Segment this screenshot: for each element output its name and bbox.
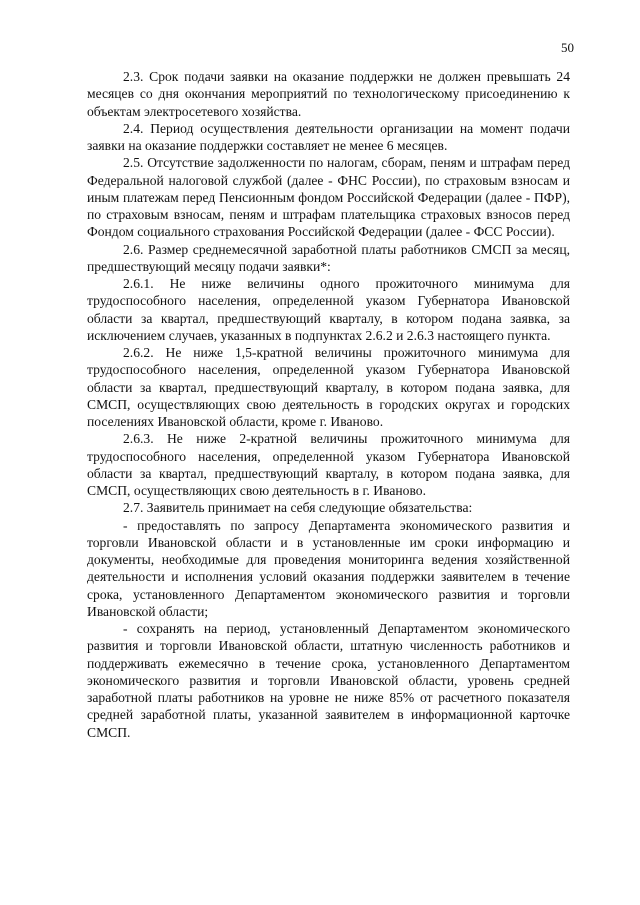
page-number: 50 — [561, 40, 574, 55]
obligation-item-1: - предоставлять по запросу Департамента экономического развития и торговли Ивановской области и в установленные им сроки информацию и документы, необходимые для проведения мониторинга ведения хозяйственной деятельности и исполнения условий оказания поддержки заявителем в течение срока, установленного Департаментом экономического развития и торговли Ивановской области; — [87, 517, 570, 619]
paragraph-2-6: 2.6. Размер среднемесячной заработной платы работников СМСП за месяц, предшествующий месяцу подачи заявки*: — [87, 241, 570, 274]
obligation-item-2: - сохранять на период, установленный Департаментом экономического развития и торговли Ивановской области, штатную численность работников и поддерживать ежемесячно в течение срока, установленного Департаментом экономического развития и торговли Ивановской области, уровень средней заработной платы работников на уровне не ниже 85% от расчетного показателя средней заработной платы, указанной заявителем в информационной карточке СМСП. — [87, 621, 570, 740]
paragraph-2-6-1: 2.6.1. Не ниже величины одного прожиточного минимума для трудоспособного населения, определенной указом Губернатора Ивановской области за квартал, предшествующий кварталу, в котором подана заявка, за исключением случаев, указанных в подпунктах 2.6.2 и 2.6.3 настоящего пункта. — [87, 276, 570, 343]
paragraph-2-7: 2.7. Заявитель принимает на себя следующие обязательства: — [123, 500, 473, 516]
document-body — [87, 68, 570, 741]
paragraph-2-6-3: 2.6.3. Не ниже 2-кратной величины прожиточного минимума для трудоспособного населения, определенной указом Губернатора Ивановской области за квартал, предшествующий кварталу, в котором подана заявка, для СМСП, осуществляющих свою деятельность в г. Иваново. — [87, 431, 570, 498]
paragraph-2-6-2: 2.6.2. Не ниже 1,5-кратной величины прожиточного минимума для трудоспособного населения, определенной указом Губернатора Ивановской области за квартал, предшествующий кварталу, в котором подана заявка, для СМСП, осуществляющих свою деятельность в городских округах и городских поселениях Ивановской области, кроме г. Иваново. — [87, 345, 570, 429]
paragraph-2-3: 2.3. Срок подачи заявки на оказание поддержки не должен превышать 24 месяцев со дня окончания мероприятий по технологическому присоединению к объектам электросетевого хозяйства. — [87, 69, 570, 119]
paragraph-2-5: 2.5. Отсутствие задолженности по налогам, сборам, пеням и штрафам перед Федеральной налоговой службой (далее - ФНС России), по страховым взносам и иным платежам перед Пенсионным фондом Российской Федерации (далее - ПФР), по страховым взносам, пеням и штрафам плательщика страховых взносов перед Фондом социального страхования Российской Федерации (далее - ФСС России). — [87, 155, 570, 240]
paragraph-2-4: 2.4. Период осуществления деятельности организации на момент подачи заявки на оказание поддержки составляет не менее 6 месяцев. — [87, 120, 570, 153]
